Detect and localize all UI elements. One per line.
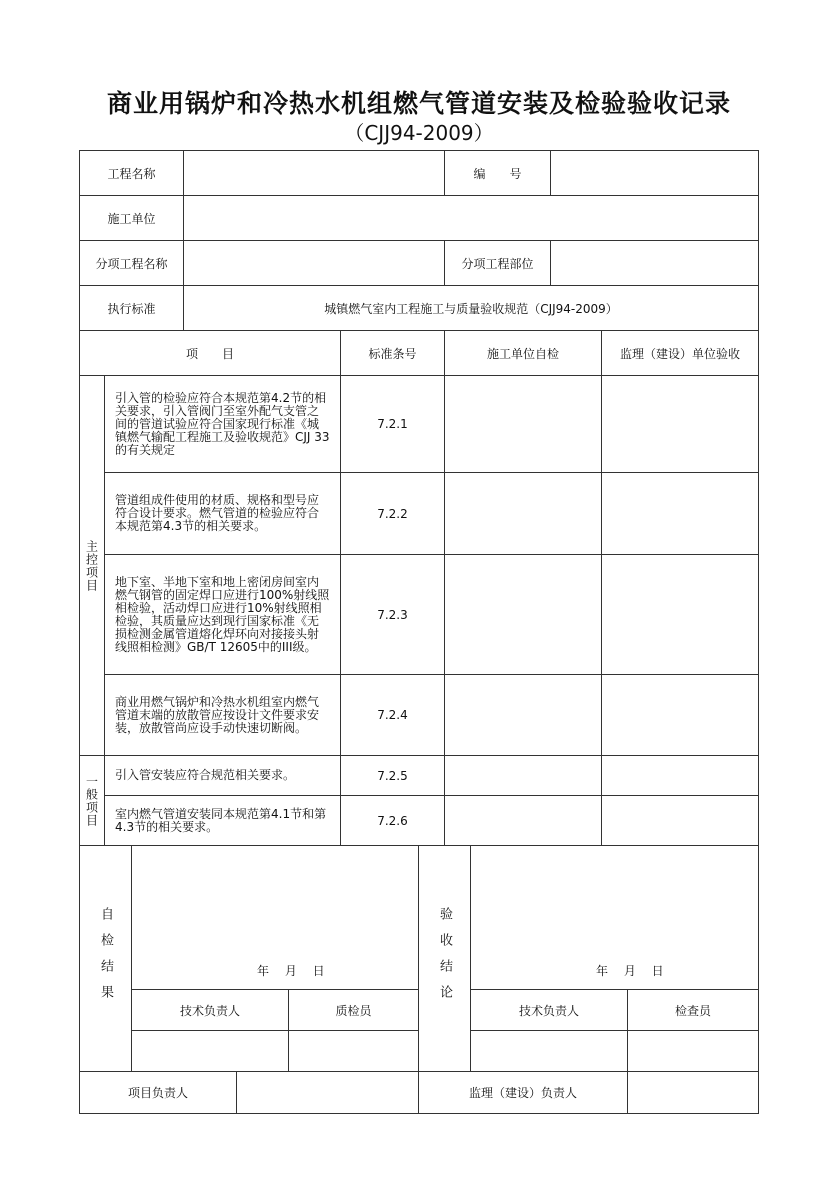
- form-subtitle: （CJJ94-2009）: [344, 121, 494, 145]
- form-title: 商业用锅炉和冷热水机组燃气管道安装及检验验收记录: [106, 89, 731, 118]
- self-tech-lead-label: 技术负责人: [131, 989, 289, 1031]
- standard-value: 城镇燃气室内工程施工与质量验收规范（CJJ94-2009）: [183, 285, 759, 331]
- item-clause: 7.2.4: [340, 674, 445, 756]
- acceptance-date: 年 月 日: [596, 964, 664, 978]
- self-check-cell[interactable]: [444, 472, 602, 555]
- self-check-cell[interactable]: [444, 375, 602, 473]
- project-lead-sign[interactable]: [236, 1071, 419, 1114]
- group-main-label: 主控项目: [84, 539, 99, 592]
- supervision-lead-label: 监理（建设）负责人: [418, 1071, 628, 1114]
- item-text: 引入管的检验应符合本规范第4.2节的相关要求，引入管阀门至室外配气支管之间的管道试验应符合国家现行标准《城镇燃气输配工程施工及验收规范》CJJ 33的有关规定: [104, 375, 341, 473]
- group-general: [79, 755, 105, 846]
- number-label: 编 号: [444, 150, 551, 196]
- col-self-check: 施工单位自检: [444, 330, 602, 376]
- standard-label: 执行标准: [79, 285, 184, 331]
- inspector-label: 检查员: [627, 989, 759, 1031]
- supervision-cell[interactable]: [601, 375, 759, 473]
- item-clause: 7.2.2: [340, 472, 445, 555]
- number-field[interactable]: [550, 150, 759, 196]
- supervision-cell[interactable]: [601, 674, 759, 756]
- item-clause: 7.2.6: [340, 795, 445, 846]
- self-check-cell[interactable]: [444, 554, 602, 675]
- project-name-label: 工程名称: [79, 150, 184, 196]
- item-clause: 7.2.3: [340, 554, 445, 675]
- quality-inspector-label: 质检员: [288, 989, 419, 1031]
- quality-inspector-sign[interactable]: [288, 1030, 419, 1072]
- supervision-cell[interactable]: [601, 472, 759, 555]
- item-text: 引入管安装应符合规范相关要求。: [104, 755, 341, 796]
- self-check-cell[interactable]: [444, 755, 602, 796]
- group-main: [79, 375, 105, 756]
- self-check-result-text: 自检结果: [98, 906, 113, 1011]
- project-lead-label: 项目负责人: [79, 1071, 237, 1114]
- sub-project-label: 分项工程名称: [79, 240, 184, 286]
- supervision-lead-sign[interactable]: [627, 1071, 759, 1114]
- group-general-label: 一般项目: [84, 774, 99, 827]
- item-text: 室内燃气管道安装同本规范第4.1节和第4.3节的相关要求。: [104, 795, 341, 846]
- item-text: 地下室、半地下室和地上密闭房间室内燃气钢管的固定焊口应进行100%射线照相检验，活动焊口应进行10%射线照相检验，其质量应达到现行国家标准《无损检测金属管道熔化焊环向对接接头射线照相检测》GB/T 12605中的III级。: [104, 554, 341, 675]
- acceptance-conclusion-text: 验收结论: [437, 906, 452, 1011]
- supervision-cell[interactable]: [601, 554, 759, 675]
- col-supervision: 监理（建设）单位验收: [601, 330, 759, 376]
- construction-unit-field[interactable]: [183, 195, 759, 241]
- construction-unit-label: 施工单位: [79, 195, 184, 241]
- accept-tech-lead-sign[interactable]: [470, 1030, 628, 1072]
- accept-tech-lead-label: 技术负责人: [470, 989, 628, 1031]
- sub-project-location-label: 分项工程部位: [444, 240, 551, 286]
- self-check-result-label: [79, 845, 132, 1072]
- col-clause: 标准条号: [340, 330, 445, 376]
- sub-project-field[interactable]: [183, 240, 445, 286]
- item-text: 商业用燃气锅炉和冷热水机组室内燃气管道末端的放散管应按设计文件要求安装，放散管尚应设手动快速切断阀。: [104, 674, 341, 756]
- self-check-cell[interactable]: [444, 674, 602, 756]
- col-item: 项 目: [79, 330, 341, 376]
- self-tech-lead-sign[interactable]: [131, 1030, 289, 1072]
- inspector-sign[interactable]: [627, 1030, 759, 1072]
- acceptance-conclusion-label: [418, 845, 471, 1072]
- item-text: 管道组成件使用的材质、规格和型号应符合设计要求。燃气管道的检验应符合本规范第4.3节的相关要求。: [104, 472, 341, 555]
- item-clause: 7.2.5: [340, 755, 445, 796]
- supervision-cell[interactable]: [601, 755, 759, 796]
- self-check-date: 年 月 日: [257, 964, 325, 978]
- item-clause: 7.2.1: [340, 375, 445, 473]
- project-name-field[interactable]: [183, 150, 445, 196]
- supervision-cell[interactable]: [601, 795, 759, 846]
- sub-project-location-field[interactable]: [550, 240, 759, 286]
- self-check-cell[interactable]: [444, 795, 602, 846]
